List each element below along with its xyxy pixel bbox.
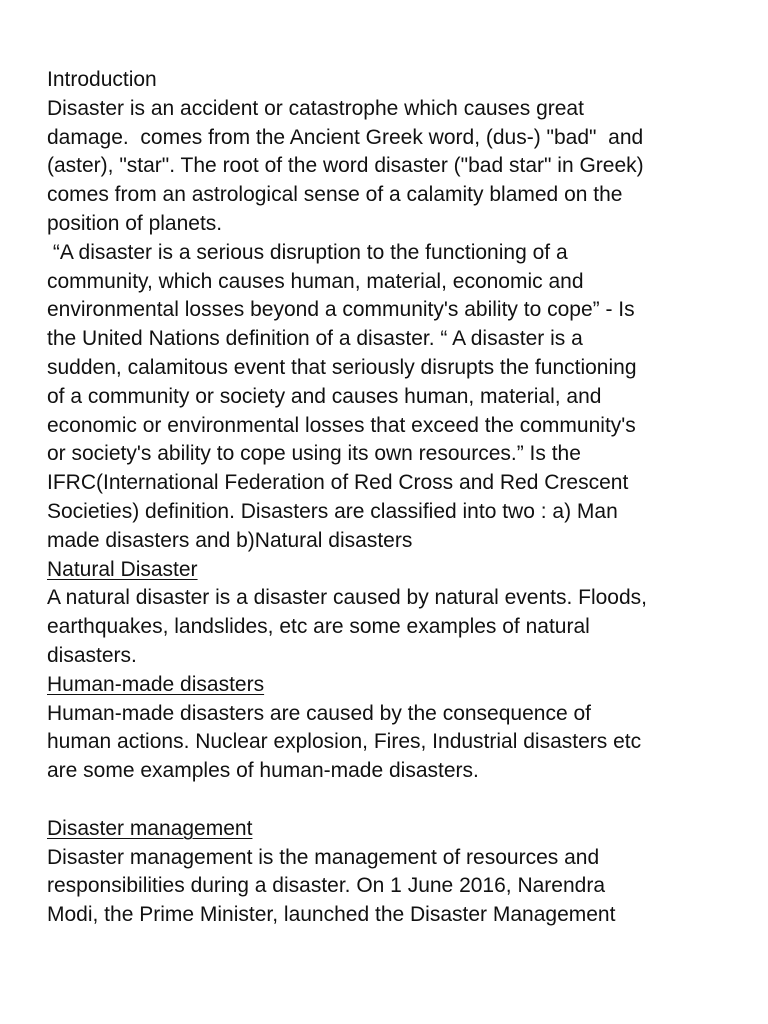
natural-disaster-heading-row: [47, 556, 747, 585]
text-line: Disaster management is the management of resources and: [47, 845, 600, 869]
paragraph-gap: [47, 786, 747, 815]
text-line: (aster), "star". The root of the word disaster ("bad star" in Greek): [47, 154, 644, 178]
text-line: or society's ability to cope using its own resources.” Is the: [47, 442, 581, 466]
text-line: IFRC(International Federation of Red Cross and Red Crescent: [47, 471, 629, 495]
disaster-management-heading: Disaster management: [47, 816, 253, 840]
text-line: responsibilities during a disaster. On 1 June 2016, Narendra: [47, 874, 605, 898]
document-body: [47, 66, 747, 930]
text-line: “A disaster is a serious disruption to the functioning of a: [47, 240, 568, 264]
text-line: comes from an astrological sense of a calamity blamed on the: [47, 183, 623, 207]
disaster-management-paragraph: [47, 844, 747, 930]
text-line: human actions. Nuclear explosion, Fires, Industrial disasters etc: [47, 730, 642, 754]
human-made-paragraph: [47, 700, 747, 786]
human-made-heading: Human-made disasters: [47, 672, 265, 696]
text-line: Societies) definition. Disasters are classified into two : a) Man: [47, 499, 618, 523]
intro-paragraph: [47, 95, 747, 556]
text-line: Human-made disasters are caused by the consequence of: [47, 701, 591, 725]
natural-disaster-heading: Natural Disaster: [47, 557, 198, 581]
text-line: damage. comes from the Ancient Greek word, (dus-) "bad" and: [47, 125, 644, 149]
human-made-heading-row: [47, 671, 747, 700]
disaster-management-heading-row: [47, 815, 747, 844]
text-line: A natural disaster is a disaster caused by natural events. Floods,: [47, 586, 647, 610]
natural-disaster-paragraph: [47, 584, 747, 670]
text-line: are some examples of human-made disasters.: [47, 759, 479, 783]
text-line: made disasters and b)Natural disasters: [47, 528, 413, 552]
text-line: earthquakes, landslides, etc are some examples of natural: [47, 615, 590, 639]
text-line: environmental losses beyond a community's ability to cope” - Is: [47, 298, 635, 322]
text-line: Disaster is an accident or catastrophe which causes great: [47, 96, 584, 120]
text-line: disasters.: [47, 643, 137, 667]
text-line: Modi, the Prime Minister, launched the Disaster Management: [47, 903, 616, 927]
text-line: position of planets.: [47, 211, 223, 235]
text-line: sudden, calamitous event that seriously disrupts the functioning: [47, 355, 637, 379]
intro-heading: Introduction: [47, 68, 157, 91]
text-line: community, which causes human, material, economic and: [47, 269, 584, 293]
text-line: of a community or society and causes human, material, and: [47, 384, 602, 408]
text-line: economic or environmental losses that exceed the community's: [47, 413, 636, 437]
text-line: the United Nations definition of a disaster. “ A disaster is a: [47, 327, 583, 351]
